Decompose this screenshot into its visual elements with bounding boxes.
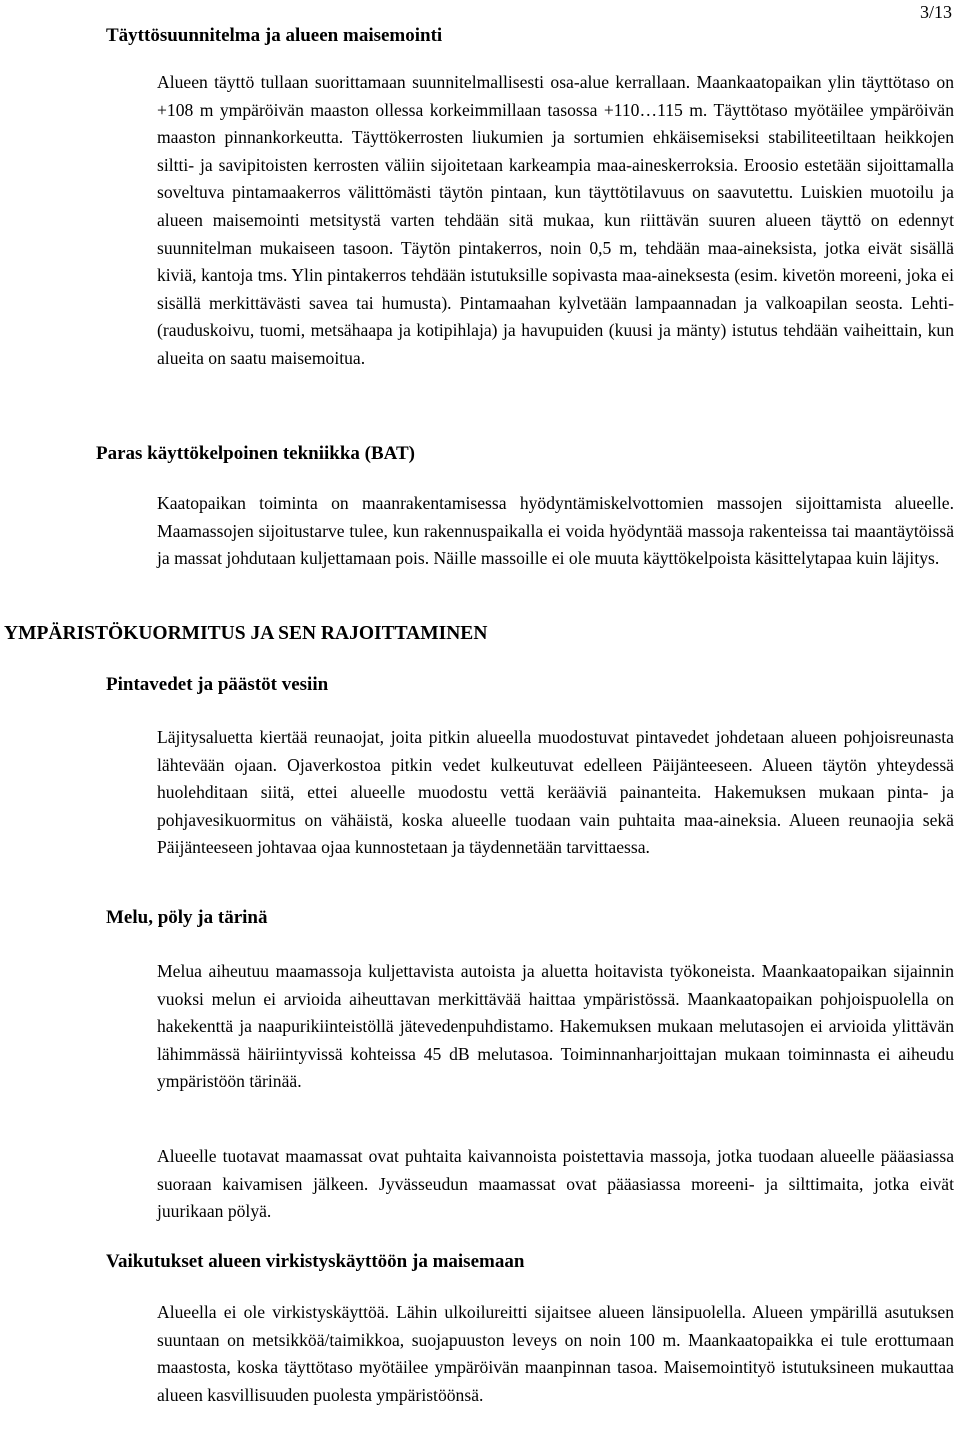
paragraph-surface-waters: Läjitysaluetta kiertää reunaojat, joita pitkin alueella muodostuvat pintavedet johdetaan alueen pohjoisreunasta lähtevään ojaan. Ojaverkostoa pitkin vedet kulkeutuvat edelleen Päijänteeseen. Alueen täytön yhteydessä huolehditaan siitä, ettei alueelle muodostu vettä kerääviä painanteita. Hakemuksen mukaan pinta- ja pohjavesikuormitus on vähäistä, koska alueelle tuodaan vain puhtaita maa-aineksia. Alueen reunaojia sekä Päijänteeseen johtavaa ojaa kunnostetaan ja täydennetään tarvittaessa. xyxy=(157,727,954,858)
paragraph-bat: Kaatopaikan toiminta on maanrakentamisessa hyödyntämiskelvottomien massojen sijoittamista alueelle. Maamassojen sijoitustarve tulee, kun rakennuspaikalla ei voida hyödyntää massoja rakenteissa tai maantäytöissä ja massat johdutaan kuljettamaan pois. Näille massoille ei ole muuta käyttökelpoista käsittelytapaa kuin läjitys. xyxy=(157,493,954,569)
page-number: 3/13 xyxy=(919,2,952,22)
paragraph-fill-plan: Alueen täyttö tullaan suorittamaan suunnitelmallisesti osa-alue kerrallaan. Maankaatopaikan ylin täyttötaso on +108 m ympäröivän maaston ollessa korkeimmillaan tasossa +110…115 m. Täyttötaso myötäilee ympäröivän maaston pinnankorkeutta. Täyttökerrosten liukumien ja sortumien ehkäisemiseksi stabiliteetiltaan heikkojen siltti- ja savipitoisten kerrosten väliin sijoitetaan karkeampia maa-aineskerroksia. Eroosio estetään sijoittamalla soveltuva pintamaakerros välittömästi täytön pintaan, kun täyttötilavuus on saavutettu. Luiskien muotoilu ja alueen maisemointi metsitystä varten tehdään sitä mukaa, kun riittävän suuren alueen täyttö on edennyt suunnitelman mukaiseen tasoon. Täytön pintakerros, noin 0,5 m, tehdään maa-aineksista, jotka eivät sisällä kiviä, kantoja tms. Ylin pintakerros tehdään istutuksille sopivasta maa-aineksesta (esim. kivetön moreeni, joka ei sisällä merkittävästi savea tai humusta). Pintamaahan kylvetään lampaannadan ja valkoapilan seosta. Lehti- (rauduskoivu, tuomi, metsähaapa ja kotipihlaja) ja havupuiden (kuusi ja mänty) istutus tehdään vaiheittain, kun alueita on saatu maisemoitua. xyxy=(157,72,954,368)
section-heading-bat: Paras käyttökelpoinen tekniikka (BAT) xyxy=(96,443,415,464)
paragraph-dust: Alueelle tuotavat maamassat ovat puhtaita kaivannoista poistettavia massoja, jotka tuodaan alueelle pääasiassa suoraan kaivamisen jälkeen. Jyvässeudun maamassat ovat pääasiassa moreeni- ja silttimaita, jotka eivät juurikaan pölyä. xyxy=(157,1146,954,1222)
section-heading-fill-plan: Täyttösuunnitelma ja alueen maisemointi xyxy=(106,25,443,46)
paragraph-noise: Melua aiheutuu maamassoja kuljettavista autoista ja aluetta hoitavista työkoneista. Maankaatopaikan sijainnin vuoksi melun ei arvioida aiheuttavan merkittävää haittaa ympäristössä. Maankaatopaikan pohjoispuolella on hakekenttä ja naapurikiinteistöllä jätevedenpuhdistamo. Hakemuksen mukaan melutasojen ei arvioida ylittävän lähimmässä häiriintyvissä kohteissa 45 dB melutasoa. Toiminnanharjoittajan mukaan toiminnasta ei aiheudu ympäristöön tärinää. xyxy=(157,961,954,1092)
main-heading-environmental-load: YMPÄRISTÖKUORMITUS JA SEN RAJOITTAMINEN xyxy=(4,623,488,644)
paragraph-recreation-landscape: Alueella ei ole virkistyskäyttöä. Lähin ulkoilureitti sijaitsee alueen länsipuolella. Alueen ympärillä asutuksen suuntaan on metsikköä/taimikkoa, suojapuuston leveys on noin 100 m. Maankaatopaikka ei tule erottumaan maastosta, koska täyttötaso myötäilee ympäröivän maanpinnan tasoa. Maisemointityö istutuksineen mukauttaa alueen kasvillisuuden puolesta ympäristöönsä. xyxy=(157,1302,954,1405)
section-heading-surface-waters: Pintavedet ja päästöt vesiin xyxy=(106,674,329,695)
section-heading-recreation-landscape: Vaikutukset alueen virkistyskäyttöön ja maisemaan xyxy=(106,1251,525,1272)
section-heading-noise-dust: Melu, pöly ja tärinä xyxy=(106,907,268,928)
